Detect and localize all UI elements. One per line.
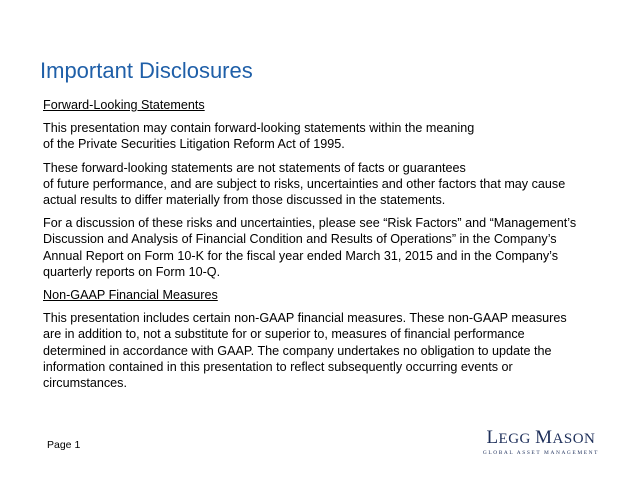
paragraph-line: determined in accordance with GAAP. The company undertakes no obligation to update the xyxy=(43,343,552,358)
paragraph-line: This presentation may contain forward-looking statements within the meaning xyxy=(43,121,475,136)
paragraph xyxy=(43,120,603,152)
paragraph-line: quarterly reports on Form 10-Q. xyxy=(43,264,221,279)
paragraph-line: of the Private Securities Litigation Reform Act of 1995. xyxy=(43,137,345,152)
paragraph xyxy=(43,215,603,280)
paragraph-line: Discussion and Analysis of Financial Condition and Results of Operations” in the Company’s xyxy=(43,232,557,247)
paragraph-line: actual results to differ materially from those discussed in the statements. xyxy=(43,193,446,208)
paragraph xyxy=(43,160,603,209)
paragraph-line: Annual Report on Form 10-K for the fiscal year ended March 31, 2015 and in the Company’s xyxy=(43,248,559,263)
legg-mason-logo xyxy=(482,427,599,457)
logo-subtitle: GLOBAL ASSET MANAGEMENT xyxy=(482,450,599,456)
section-heading-non-gaap: Non-GAAP Financial Measures xyxy=(43,288,218,303)
section-heading-forward-looking: Forward-Looking Statements xyxy=(43,98,205,112)
paragraph-line: These forward-looking statements are not statements of facts or guarantees xyxy=(43,160,466,175)
paragraph-line: information contained in this presentation to reflect subsequently occurring events or xyxy=(43,359,513,374)
paragraph-line: This presentation includes certain non-GAAP financial measures. These non-GAAP measures xyxy=(43,311,567,326)
paragraph-line: are in addition to, not a substitute for or superior to, measures of financial performance xyxy=(43,327,525,342)
paragraph-line: For a discussion of these risks and uncertainties, please see “Risk Factors” and “Management’s xyxy=(43,216,577,231)
paragraph-line: of future performance, and are subject to risks, uncertainties and other factors that may cause xyxy=(43,176,566,191)
paragraph-line: circumstances. xyxy=(43,376,127,391)
logo-wordmark: LEGG MASON xyxy=(486,427,596,448)
page-title: Important Disclosures xyxy=(40,58,253,83)
page-number: Page 1 xyxy=(47,439,81,451)
disclosure-content xyxy=(43,97,603,398)
paragraph xyxy=(43,310,603,391)
